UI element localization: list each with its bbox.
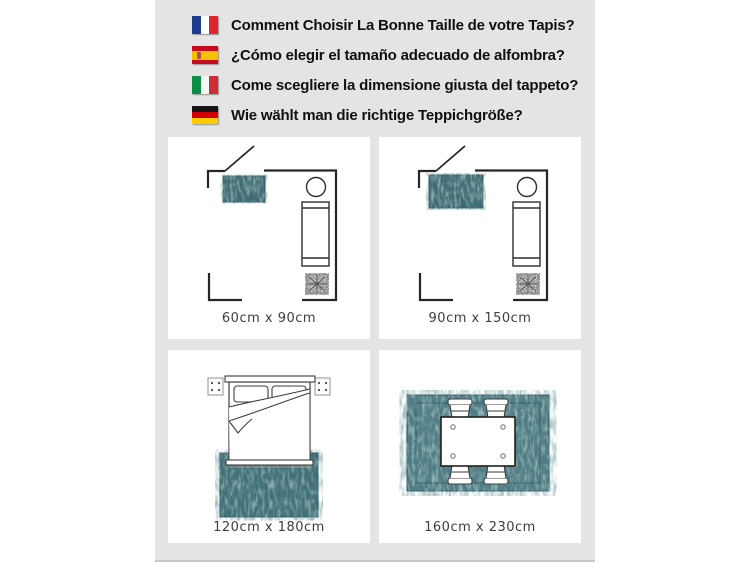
side-table-circle xyxy=(518,178,537,197)
bed-plan-symbol xyxy=(513,202,540,266)
header-row-french xyxy=(192,10,578,40)
dining-table xyxy=(441,417,515,466)
title-block xyxy=(192,10,578,130)
chair-bottom-right xyxy=(484,465,508,484)
bed-plan-symbol xyxy=(302,202,329,266)
panel-rug-60x90 xyxy=(168,137,370,339)
panel-rug-120x180 xyxy=(168,350,370,543)
headboard xyxy=(225,376,315,382)
spain-coat-of-arms xyxy=(197,52,201,59)
bed-top-view-symbol xyxy=(225,376,315,468)
rug-90x150 xyxy=(429,175,483,208)
size-label-60x90: 60cm x 90cm xyxy=(221,311,317,326)
size-label-120x180: 120cm x 180cm xyxy=(213,520,325,535)
nightstand-left xyxy=(208,378,223,395)
chair-bottom-left xyxy=(448,465,472,484)
header-text-french: Comment Choisir La Bonne Taille de votre Tapis? xyxy=(231,16,575,34)
panel-rug-160x230 xyxy=(379,350,581,543)
bed-top-view xyxy=(168,350,370,543)
flag-italy-icon xyxy=(192,76,218,94)
header-text-german: Wie wählt man die richtige Teppichgröße? xyxy=(231,106,523,124)
plant-icon xyxy=(518,275,538,293)
size-label-160x230: 160cm x 230cm xyxy=(424,520,536,535)
bedroom-floor-plan-medium xyxy=(379,137,581,339)
rug-60x90 xyxy=(223,176,265,202)
bedroom-floor-plan-small xyxy=(168,137,370,339)
chair-top-right xyxy=(484,399,508,418)
header-row-spanish xyxy=(192,40,578,70)
nightstand-right xyxy=(315,378,330,395)
chair-top-left xyxy=(448,399,472,418)
plant-icon xyxy=(307,275,327,293)
flag-spain-icon xyxy=(192,46,218,64)
header-text-italian: Come scegliere la dimensione giusta del tappeto? xyxy=(231,76,579,94)
bed-footer xyxy=(226,460,313,465)
header-text-spanish: ¿Cómo elegir el tamaño adecuado de alfombra? xyxy=(231,46,565,64)
infographic-stage xyxy=(155,0,595,562)
door-swing-line xyxy=(436,146,465,171)
flag-france-icon xyxy=(192,16,218,34)
flag-germany-icon xyxy=(192,106,218,124)
size-label-90x150: 90cm x 150cm xyxy=(428,311,532,326)
dining-table-top-view xyxy=(379,350,581,543)
header-row-italian xyxy=(192,70,578,100)
door-swing-line xyxy=(225,146,254,171)
header-row-german xyxy=(192,100,578,130)
panel-rug-90x150 xyxy=(379,137,581,339)
bed-shadow xyxy=(228,466,311,468)
side-table-circle xyxy=(307,178,326,197)
